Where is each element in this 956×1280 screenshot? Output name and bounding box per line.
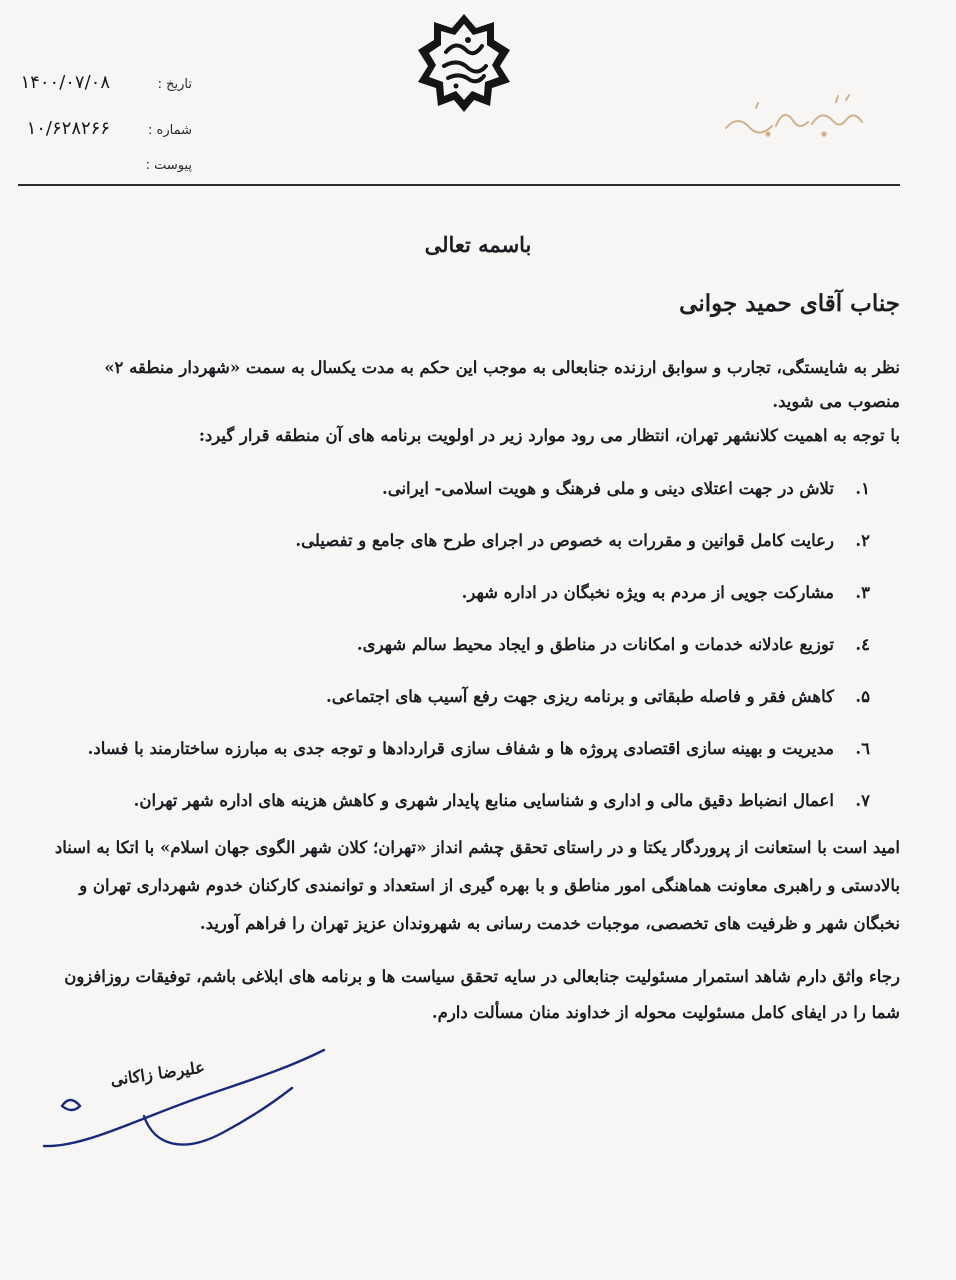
expectation-paragraph: با توجه به اهمیت کلانشهر تهران، انتظار می رود موارد زیر در اولویت برنامه های آن منطقه قرار گیرد: [198, 426, 900, 445]
list-item [50, 567, 870, 619]
list-item [50, 671, 870, 723]
list-item [50, 723, 870, 775]
addressee: جناب آقای حمید جوانی [679, 290, 900, 317]
attachment-label: پیوست : [145, 158, 192, 173]
signatory-name: علیرضا زاکانی [109, 1057, 206, 1090]
list-item [50, 515, 870, 567]
number-value: ۱۰/۶۲۸۲۶۶ [26, 118, 110, 139]
intro-paragraph: نظر به شایستگی، تجارب و سوابق ارزنده جنابعالی به موجب این حکم به مدت یکسال به سمت «شهردار منطقه ۲» منصوب می شوید. [104, 358, 900, 411]
list-item [50, 775, 870, 827]
list-item-text: رعایت کامل قوانین و مقررات به خصوص در اجرای طرح های جامع و تفصیلی. [295, 531, 834, 550]
attachment-row [132, 158, 192, 173]
number-row [27, 118, 192, 139]
number-label: شماره : [148, 123, 192, 138]
list-item-number: ۲. [855, 531, 870, 550]
closing-paragraph: امید است با استعانت از پروردگار یکتا و در راستای تحقق چشم انداز «تهران؛ کلان شهر الگوی جهان اسلام» با اتکا به اسناد بالادستی و راهبری معاونت هماهنگی امور مناطق و با بهره گیری از استعداد و توانمندی کارکنان خدوم شهرداری تهران و نخبگان شهر و ظرفیت های تخصصی، موجبات خدمت رسانی به شهروندان عزیز تهران را فراهم آورید. [54, 838, 900, 933]
list-item-number: ٤. [855, 635, 870, 654]
list-item-text: کاهش فقر و فاصله طبقاتی و برنامه ریزی جهت رفع آسیب های اجتماعی. [325, 687, 834, 706]
list-item-text: تلاش در جهت اعتلای دینی و ملی فرهنگ و هویت اسلامی- ایرانی. [381, 479, 834, 498]
list-item-text: توزیع عادلانه خدمات و امکانات در مناطق و ایجاد محیط سالم شهری. [356, 635, 834, 654]
letter-body [50, 290, 900, 1031]
final-paragraph: رجاء واثق دارم شاهد استمرار مسئولیت جنابعالی در سایه تحقق سیاست ها و برنامه های ابلاغی باشم، توفیقات روزافزون شما را در ایفای کامل مسئولیت محوله از خداوند منان مسألت دارم. [64, 967, 900, 1022]
date-row [21, 72, 192, 93]
header-divider [18, 184, 900, 186]
list-item-number: ۱. [855, 479, 870, 498]
date-label: تاریخ : [157, 77, 192, 92]
list-item-text: اعمال انضباط دقیق مالی و اداری و شناسایی منابع پایدار شهری و کاهش هزینه های اداره شهر تهران. [133, 791, 834, 810]
list-item [50, 619, 870, 671]
list-item-number: ۳. [855, 583, 870, 602]
date-value: ۱۴۰۰/۰۷/۰۸ [20, 72, 110, 93]
priority-list [50, 463, 870, 827]
list-item-number: ۵. [855, 687, 870, 706]
tehran-municipality-emblem-icon [412, 10, 516, 114]
brand-calligraphy-logo [716, 88, 876, 148]
list-item [50, 463, 870, 515]
list-item-number: ٦. [855, 739, 870, 758]
invocation: باسمه تعالی [424, 232, 532, 257]
list-item-number: ۷. [855, 791, 870, 810]
list-item-text: مدیریت و بهینه سازی اقتصادی پروژه ها و شفاف سازی قراردادها و توجه جدی به مبارزه ساختارمند با فساد. [87, 739, 834, 758]
list-item-text: مشارکت جویی از مردم به ویژه نخبگان در اداره شهر. [461, 583, 834, 602]
